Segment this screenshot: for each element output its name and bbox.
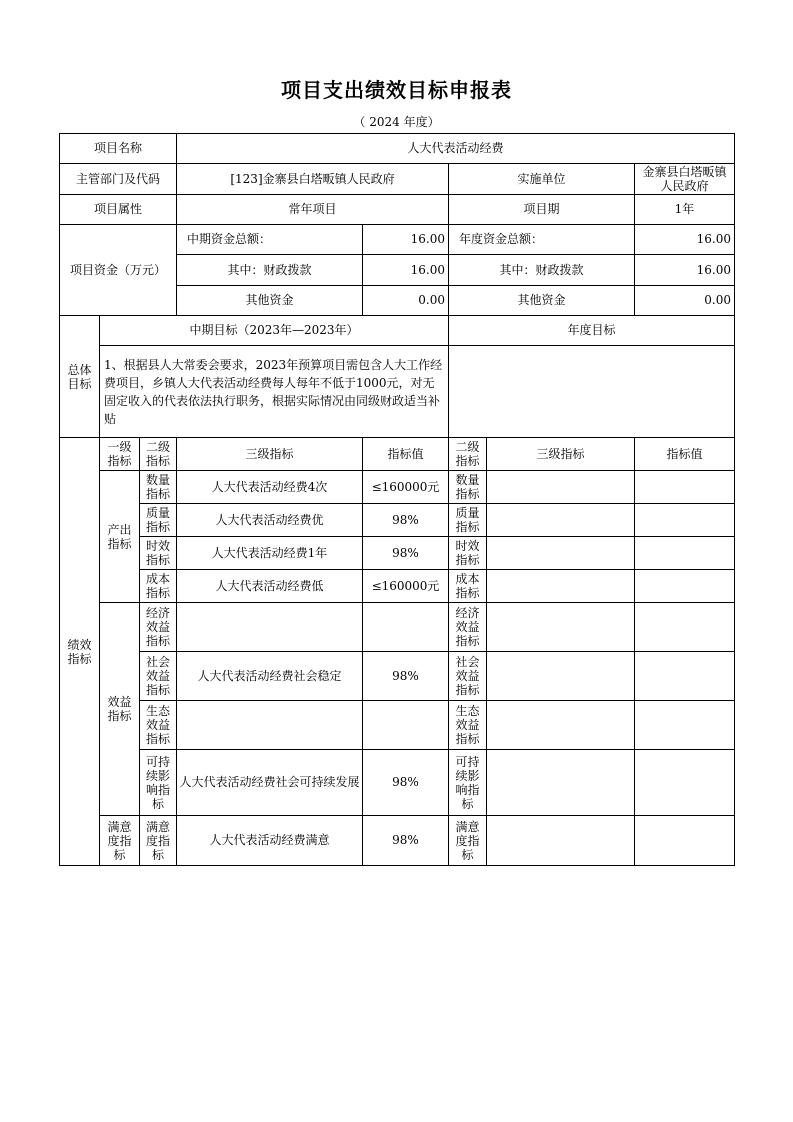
level2-cell: 可持续影响指标	[140, 750, 177, 816]
level3-cell-annual	[487, 816, 635, 866]
table-row	[60, 504, 735, 537]
level2-cell-annual: 满意度指标	[449, 816, 487, 866]
level2-cell: 生态效益指标	[140, 701, 177, 750]
indicators-label: 绩效指标	[60, 438, 100, 866]
year-other-label: 其他资金	[449, 286, 635, 316]
level2-cell-annual: 经济效益指标	[449, 603, 487, 652]
dept-value: [123]金寨县白塔畈镇人民政府	[177, 164, 449, 195]
year-total-value: 16.00	[635, 225, 735, 255]
year-fiscal-label: 其中：财政拨款	[449, 255, 635, 286]
group-benefit: 效益指标	[100, 603, 140, 816]
period-label: 项目期	[449, 195, 635, 225]
year-other-value: 0.00	[635, 286, 735, 316]
level3-cell: 人大代表活动经费1年	[177, 537, 363, 570]
value-header-annual: 指标值	[635, 438, 735, 471]
group-output: 产出指标	[100, 471, 140, 603]
value-cell: 98%	[363, 652, 449, 701]
mid-total-label: 中期资金总额：	[177, 225, 363, 255]
level2-cell: 社会效益指标	[140, 652, 177, 701]
level3-cell-annual	[487, 504, 635, 537]
level3-cell: 人大代表活动经费低	[177, 570, 363, 603]
group-satisfaction: 满意度指标	[100, 816, 140, 866]
mid-total-value: 16.00	[363, 225, 449, 255]
mid-goal-text: 1、根据县人大常委会要求，2023年预算项目需包含人大工作经费项目，乡镇人大代表活动经费每人每年不低于1000元，对无固定收入的代表依法执行职务，根据实际情况由同级财政适当补贴	[100, 346, 449, 438]
page-title: 项目支出绩效目标申报表	[281, 78, 512, 102]
mid-fiscal-label: 其中：财政拨款	[177, 255, 363, 286]
value-cell-annual	[635, 750, 735, 816]
period-value: 1年	[635, 195, 735, 225]
level3-cell: 人大代表活动经费社会可持续发展	[177, 750, 363, 816]
level3-cell-annual	[487, 471, 635, 504]
level3-cell-annual	[487, 603, 635, 652]
level2-cell: 质量指标	[140, 504, 177, 537]
table-row	[60, 816, 735, 866]
year-fiscal-value: 16.00	[635, 255, 735, 286]
value-cell-annual	[635, 701, 735, 750]
dept-label: 主管部门及代码	[60, 164, 177, 195]
value-cell-annual	[635, 537, 735, 570]
value-cell-annual	[635, 603, 735, 652]
level3-header-annual: 三级指标	[487, 438, 635, 471]
level2-cell: 满意度指标	[140, 816, 177, 866]
mid-other-label: 其他资金	[177, 286, 363, 316]
value-cell-annual	[635, 652, 735, 701]
level2-header: 二级指标	[140, 438, 177, 471]
level2-header-annual: 二级指标	[449, 438, 487, 471]
mid-fiscal-value: 16.00	[363, 255, 449, 286]
level2-cell-annual: 成本指标	[449, 570, 487, 603]
level3-cell: 人大代表活动经费4次	[177, 471, 363, 504]
level3-cell: 人大代表活动经费社会稳定	[177, 652, 363, 701]
mid-other-value: 0.00	[363, 286, 449, 316]
project-name-value: 人大代表活动经费	[177, 134, 735, 164]
project-name-label: 项目名称	[60, 134, 177, 164]
level2-cell-annual: 社会效益指标	[449, 652, 487, 701]
value-cell: ≤160000元	[363, 570, 449, 603]
table-row	[60, 603, 735, 652]
year-line: （ 2024 年度）	[353, 115, 440, 129]
year-goal-label: 年度目标	[449, 316, 735, 346]
value-header: 指标值	[363, 438, 449, 471]
level3-cell-annual	[487, 570, 635, 603]
value-cell-annual	[635, 570, 735, 603]
level3-header: 三级指标	[177, 438, 363, 471]
value-cell-annual	[635, 471, 735, 504]
table-row	[60, 652, 735, 701]
value-cell	[363, 701, 449, 750]
level3-cell	[177, 701, 363, 750]
level3-cell-annual	[487, 701, 635, 750]
table-row	[60, 750, 735, 816]
table-row	[60, 537, 735, 570]
value-cell: 98%	[363, 504, 449, 537]
attr-value: 常年项目	[177, 195, 449, 225]
level3-cell-annual	[487, 652, 635, 701]
value-cell: 98%	[363, 816, 449, 866]
overall-goal-label: 总体目标	[60, 316, 100, 438]
level3-cell: 人大代表活动经费优	[177, 504, 363, 537]
mid-goal-label: 中期目标（2023年—2023年）	[100, 316, 449, 346]
level2-cell-annual: 数量指标	[449, 471, 487, 504]
level3-cell-annual	[487, 750, 635, 816]
level2-cell: 经济效益指标	[140, 603, 177, 652]
value-cell-annual	[635, 816, 735, 866]
level2-cell: 成本指标	[140, 570, 177, 603]
performance-target-table	[59, 133, 735, 866]
level3-cell-annual	[487, 537, 635, 570]
funds-label: 项目资金（万元）	[60, 225, 177, 316]
level2-cell-annual: 生态效益指标	[449, 701, 487, 750]
value-cell: 98%	[363, 750, 449, 816]
level2-cell-annual: 可持续影响指标	[449, 750, 487, 816]
impl-value: 金寨县白塔畈镇人民政府	[635, 164, 735, 195]
level1-header: 一级指标	[100, 438, 140, 471]
level2-cell-annual: 时效指标	[449, 537, 487, 570]
attr-label: 项目属性	[60, 195, 177, 225]
level3-cell: 人大代表活动经费满意	[177, 816, 363, 866]
value-cell-annual	[635, 504, 735, 537]
level2-cell: 数量指标	[140, 471, 177, 504]
value-cell: ≤160000元	[363, 471, 449, 504]
table-row	[60, 471, 735, 504]
level3-cell	[177, 603, 363, 652]
impl-label: 实施单位	[449, 164, 635, 195]
level2-cell-annual: 质量指标	[449, 504, 487, 537]
table-row	[60, 701, 735, 750]
value-cell: 98%	[363, 537, 449, 570]
table-row	[60, 570, 735, 603]
year-goal-text	[449, 346, 735, 438]
year-total-label: 年度资金总额：	[449, 225, 635, 255]
level2-cell: 时效指标	[140, 537, 177, 570]
value-cell	[363, 603, 449, 652]
